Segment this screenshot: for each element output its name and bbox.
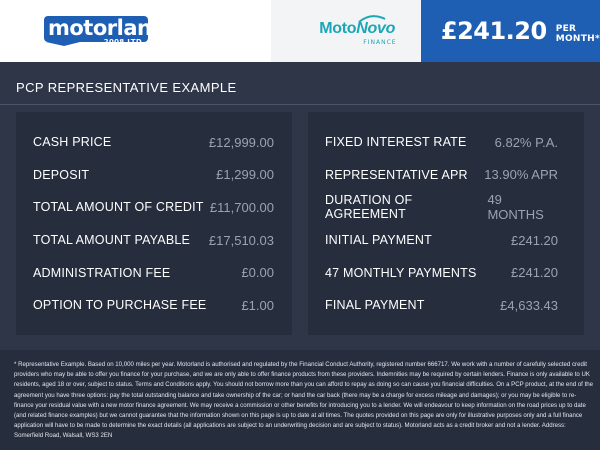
detail-row-admin-fee	[16, 256, 292, 289]
detail-label: OPTION TO PURCHASE FEE	[33, 298, 207, 313]
detail-value: £241.20	[511, 265, 558, 281]
monthly-price-box	[421, 0, 600, 62]
detail-value: 6.82% P.A.	[494, 134, 558, 150]
motonovo-logo-novo: Novo	[356, 20, 396, 37]
detail-label: ADMINISTRATION FEE	[33, 265, 171, 280]
motonovo-logo-moto: Moto	[319, 20, 357, 37]
representative-example-footnote: * Representative Example. Based on 10,000 miles per year. Motorland is authorised and regulated by the Financial Conduct Authority, registered number 666717. We work with a number of carefully selected credit providers who may be able to offer you finance for your purchase, and we are only able to offer finance products from these providers. Indemnities may be required by certain lenders. Finance is only available to UK residents, aged 18 or over, subject to status. Terms and Conditions apply. You should not borrow more than you can afford to repay as doing so can cause you financial difficulties. On a PCP product, at the end of the agreement you have three options: pay the total outstanding balance and take ownership of the car; or hand the car back (there may be a charge for excess mileage and damages); or you may be eligible to re-finance your residual value with a new motor finance agreement. We may receive a commission or other benefits for introducing you to a lender. We will endeavour to keep information on the road prices up to date (and related finance examples) but we cannot guarantee that the information shown on this page is up to date at all times. The quotes provided on this page are only for illustrative purposes only and a full finance application will have to be made to determine the exact details (all applications are subject to an underwriting decision and are subject to status). Motorland acts as a credit broker and not a lender. Address: Somerfield Road, Walsall, WS3 2EN	[14, 361, 594, 440]
detail-row-cash-price	[16, 126, 292, 159]
motorland-logo	[44, 16, 166, 46]
motonovo-logo-finance: FINANCE	[363, 39, 397, 46]
detail-label: TOTAL AMOUNT PAYABLE	[33, 233, 191, 248]
detail-row-final-payment	[308, 289, 584, 322]
finance-details-right-panel	[308, 112, 584, 335]
detail-row-purchase-fee	[16, 289, 292, 322]
detail-row-interest-rate	[308, 126, 584, 159]
section-title: PCP REPRESENTATIVE EXAMPLE	[16, 80, 237, 95]
detail-label: CASH PRICE	[33, 135, 112, 150]
monthly-price: £241.20	[440, 17, 547, 45]
detail-label: FINAL PAYMENT	[325, 298, 425, 313]
detail-value: £1.00	[241, 297, 274, 313]
detail-value: £11,700.00	[209, 199, 274, 215]
detail-row-total-payable	[16, 224, 292, 257]
detail-value: 13.90% APR	[484, 167, 558, 183]
motorland-logo-sub: 2008 LTD	[103, 38, 142, 46]
detail-row-duration	[308, 191, 584, 224]
detail-row-total-credit	[16, 191, 292, 224]
detail-value: £17,510.03	[208, 232, 274, 248]
detail-label: REPRESENTATIVE APR	[325, 167, 468, 182]
detail-row-apr	[308, 159, 584, 192]
dealer-brand-area	[0, 0, 271, 62]
partner-brand-area	[271, 0, 421, 62]
detail-value: £241.20	[511, 232, 558, 248]
detail-row-monthly-payments	[308, 256, 584, 289]
detail-label: INITIAL PAYMENT	[325, 233, 432, 248]
monthly-price-label: PER MONTH*	[555, 24, 600, 44]
finance-header	[0, 0, 600, 62]
detail-label: DEPOSIT	[33, 167, 90, 182]
detail-label: TOTAL AMOUNT OF CREDIT	[33, 200, 204, 215]
motorland-logo-name: motorland	[48, 16, 166, 40]
detail-value: £4,633.43	[500, 297, 558, 313]
finance-details-left-panel	[16, 112, 292, 335]
detail-value: £0.00	[241, 265, 274, 281]
detail-label: FIXED INTEREST RATE	[325, 135, 467, 150]
detail-value: 49 MONTHS	[487, 192, 544, 223]
section-divider	[0, 104, 600, 105]
detail-row-deposit	[16, 159, 292, 192]
motonovo-logo	[319, 20, 395, 38]
detail-row-initial-payment	[308, 224, 584, 257]
detail-value: £12,999.00	[208, 134, 274, 150]
detail-label: 47 MONTHLY PAYMENTS	[325, 265, 477, 280]
detail-value: £1,299.00	[216, 167, 274, 183]
detail-label: DURATION OF AGREEMENT	[325, 193, 413, 222]
